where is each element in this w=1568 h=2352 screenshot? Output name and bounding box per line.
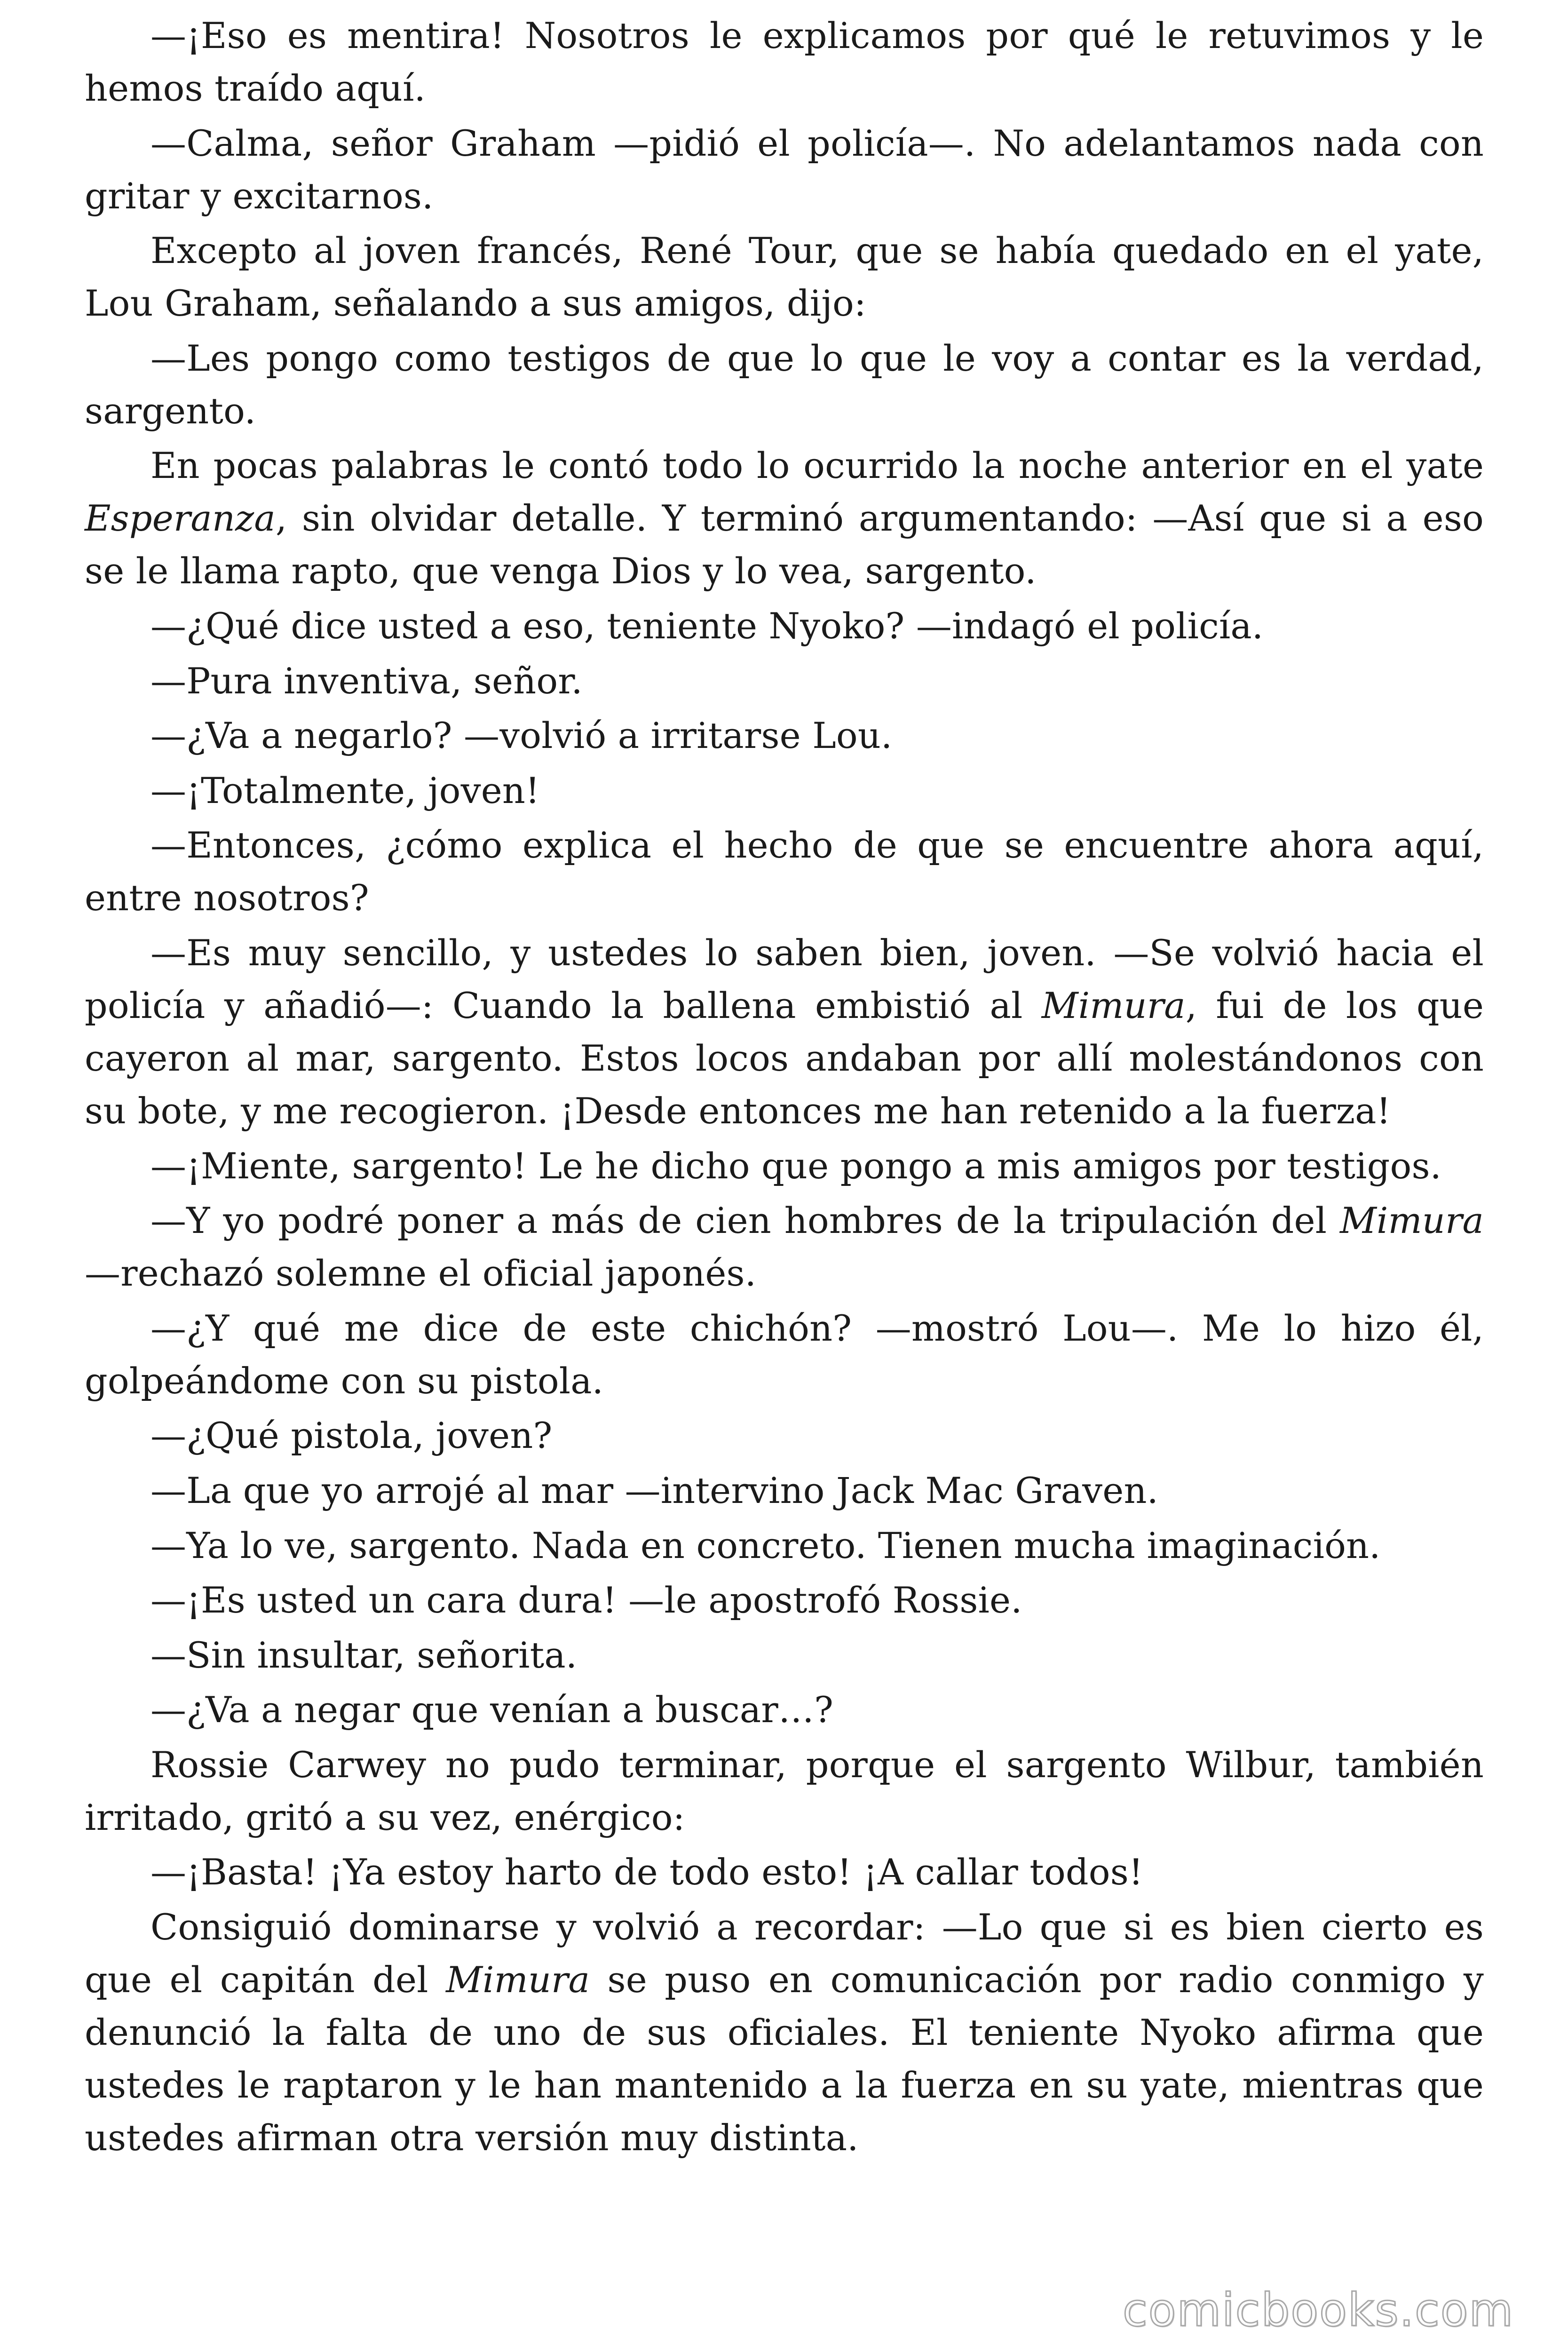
paragraph xyxy=(85,1519,1484,1572)
paragraph xyxy=(85,927,1484,1137)
text-run: se puso en comunicación por radio conmigo y denunció la falta de uno de sus oficiales. El teniente Nyoko afirma que ustedes le raptaron y le han mantenido a la fuerza en su yate, mientras que ustedes afirman otra versión muy distinta. xyxy=(85,1959,1484,2159)
text-run: , fui de los que cayeron al mar, sargento. Estos locos andaban por allí molestándonos con su bote, y me recogieron. ¡Desde entonces me han retenido a la fuerza! xyxy=(85,984,1484,1132)
text-run: —Pura inventiva, señor. xyxy=(150,660,583,702)
text-run: —La que yo arrojé al mar —intervino Jack Mac Graven. xyxy=(150,1469,1158,1511)
paragraph xyxy=(85,439,1484,597)
text-run: —Y yo podré poner a más de cien hombres de la tripulación del xyxy=(150,1200,1340,1242)
paragraph xyxy=(85,819,1484,924)
italic-name: Mimura xyxy=(1041,984,1186,1026)
paragraph xyxy=(85,1574,1484,1627)
text-run: —¡Miente, sargento! Le he dicho que pongo a mis amigos por testigos. xyxy=(150,1144,1442,1187)
text-run: —Les pongo como testigos de que lo que le voy a contar es la verdad, sargento. xyxy=(85,337,1484,432)
paragraph xyxy=(85,600,1484,652)
text-run: —Calma, señor Graham —pidió el policía—. No adelantamos nada con gritar y excitarnos. xyxy=(85,122,1484,217)
paragraph xyxy=(85,1739,1484,1844)
paragraph xyxy=(85,1464,1484,1517)
paragraph xyxy=(85,1194,1484,1300)
paragraph xyxy=(85,9,1484,115)
paragraph xyxy=(85,764,1484,817)
paragraph xyxy=(85,1302,1484,1407)
italic-name: Mimura xyxy=(446,1959,590,2001)
text-run: —¿Qué pistola, joven? xyxy=(150,1414,553,1457)
watermark-logo: comicbooks.com xyxy=(1122,2284,1514,2336)
paragraph xyxy=(85,1901,1484,2164)
text-run: —¿Va a negar que venían a buscar…? xyxy=(150,1689,834,1731)
text-run: En pocas palabras le contó todo lo ocurrido la noche anterior en el yate xyxy=(150,445,1484,487)
paragraph xyxy=(85,224,1484,330)
paragraph xyxy=(85,1409,1484,1462)
italic-name: Mimura xyxy=(1340,1200,1484,1242)
text-run: —¡Totalmente, joven! xyxy=(150,769,540,811)
paragraph xyxy=(85,1846,1484,1899)
text-run: —Ya lo ve, sargento. Nada en concreto. Tienen mucha imaginación. xyxy=(150,1524,1381,1566)
paragraph xyxy=(85,1629,1484,1682)
text-run: Excepto al joven francés, René Tour, que se había quedado en el yate, Lou Graham, señalando a sus amigos, dijo: xyxy=(85,230,1484,325)
paragraph xyxy=(85,332,1484,437)
text-run: —Sin insultar, señorita. xyxy=(150,1634,578,1676)
paragraph xyxy=(85,709,1484,762)
book-page-text xyxy=(85,9,1484,2167)
text-run: —¿Y qué me dice de este chichón? —mostró Lou—. Me lo hizo él, golpeándome con su pistola. xyxy=(85,1307,1484,1402)
text-run: —Es muy sencillo, y ustedes lo saben bien, joven. —Se volvió hacia el policía y añadió—: Cuando la ballena embistió al xyxy=(85,931,1484,1026)
text-run: Consiguió dominarse y volvió a recordar: —Lo que si es bien cierto es que el capitán del xyxy=(85,1906,1484,2001)
text-run: —¿Qué dice usted a eso, teniente Nyoko? —indagó el policía. xyxy=(150,604,1264,647)
text-run: —¿Va a negarlo? —volvió a irritarse Lou. xyxy=(150,715,893,757)
text-run: —¡Basta! ¡Ya estoy harto de todo esto! ¡A callar todos! xyxy=(150,1851,1143,1893)
text-run: —Entonces, ¿cómo explica el hecho de que se encuentre ahora aquí, entre nosotros? xyxy=(85,824,1484,919)
text-run: Rossie Carwey no pudo terminar, porque el sargento Wilbur, también irritado, gritó a su vez, enérgico: xyxy=(85,1743,1484,1838)
paragraph xyxy=(85,1140,1484,1192)
paragraph xyxy=(85,1684,1484,1736)
paragraph xyxy=(85,655,1484,707)
text-run: —¡Es usted un cara dura! —le apostrofó Rossie. xyxy=(150,1579,1022,1621)
text-run: , sin olvidar detalle. Y terminó argumentando: —Así que si a eso se le llama rapto, que venga Dios y lo vea, sargento. xyxy=(85,497,1484,592)
italic-name: Esperanza xyxy=(85,497,276,540)
text-run: —¡Eso es mentira! Nosotros le explicamos por qué le retuvimos y le hemos traído aquí. xyxy=(85,15,1484,109)
paragraph xyxy=(85,117,1484,222)
text-run: —rechazó solemne el oficial japonés. xyxy=(85,1252,757,1295)
